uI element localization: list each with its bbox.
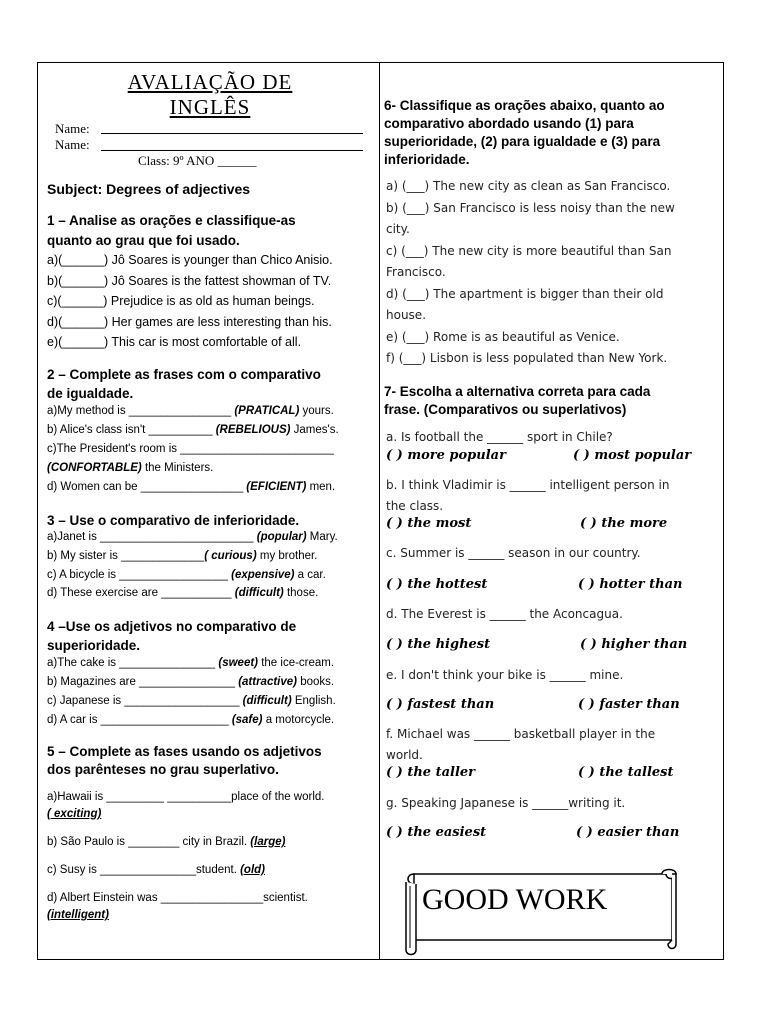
q7-b-2: the class.: [386, 499, 444, 513]
q7-g: g. Speaking Japanese is ______writing it.: [386, 796, 626, 810]
q7-d-option-1[interactable]: ( ) the highest: [386, 637, 491, 652]
section1-item-a: a)(______) Jô Soares is younger than Chico Anisio.: [47, 253, 333, 267]
section4-item-d: d) A car is ____________________ (safe) a motorcycle.: [47, 714, 335, 726]
q7-e: e. I don't think your bike is ______ mine.: [386, 668, 624, 682]
section1-heading-2: quanto ao grau que foi usado.: [47, 233, 240, 248]
section1-item-e: e)(______) This car is most comfortable of all.: [47, 335, 302, 349]
section2-heading-2: de igualdade.: [47, 386, 134, 401]
q7-d: d. The Everest is ______ the Aconcagua.: [386, 607, 623, 621]
name-field-2[interactable]: [101, 150, 363, 151]
section3-item-b: b) My sister is _____________( curious) my brother.: [47, 550, 318, 562]
name-label-2: Name:: [55, 137, 90, 152]
page-title-line1: AVALIAÇÃO DE: [127, 70, 293, 94]
section6-item-d-2: house.: [386, 308, 427, 322]
section5-item-a-word: ( exciting): [47, 808, 102, 820]
name-label-1: Name:: [55, 121, 90, 136]
good-work-banner-text: GOOD WORK: [422, 883, 608, 916]
q7-e-option-1[interactable]: ( ) fastest than: [386, 697, 495, 712]
section5-heading-2: dos parênteses no grau superlativo.: [47, 762, 279, 777]
page-title-line2: INGLÊS: [169, 95, 251, 119]
section5-item-c: c) Susy is _______________student. (old): [47, 864, 265, 876]
q7-a-option-2[interactable]: ( ) most popular: [573, 448, 692, 463]
q7-b-1: b. I think Vladimir is ______ intelligent person in: [386, 478, 670, 492]
section3-item-d: d) These exercise are ___________ (difficult) those.: [47, 587, 319, 599]
name-field-1[interactable]: [101, 133, 363, 134]
section4-item-b: b) Magazines are _______________ (attractive) books.: [47, 676, 335, 688]
section6-item-c-2: Francisco.: [386, 265, 446, 279]
subject-line: Subject: Degrees of adjectives: [47, 181, 251, 197]
section6-item-e: e) (___) Rome is as beautiful as Venice.: [386, 330, 620, 344]
q7-b-option-1[interactable]: ( ) the most: [386, 516, 472, 531]
section2-item-b: b) Alice's class isn't __________ (REBELIOUS) James's.: [47, 424, 339, 436]
section3-item-c: c) A bicycle is _________________ (expensive) a car.: [47, 569, 326, 581]
section2-heading-1: 2 – Complete as frases com o comparativo: [47, 367, 321, 382]
section1-item-b: b)(______) Jô Soares is the fattest showman of TV.: [47, 274, 332, 288]
section4-item-a: a)The cake is _______________ (sweet) the ice-cream.: [47, 657, 335, 669]
section6-heading-2: comparativo abordado usando (1) para: [384, 116, 634, 131]
section6-heading-4: inferioridade.: [384, 152, 470, 167]
section4-heading-2: superioridade.: [47, 638, 141, 653]
q7-c-option-1[interactable]: ( ) the hottest: [386, 577, 488, 592]
section1-heading-1: 1 – Analise as orações e classifique-as: [47, 213, 296, 228]
section6-item-b-2: city.: [386, 222, 410, 236]
section1-item-d: d)(______) Her games are less interesting than his.: [47, 315, 332, 329]
section6-heading-1: 6- Classifique as orações abaixo, quanto ao: [384, 98, 665, 113]
section6-item-c-1: c) (___) The new city is more beautiful than San: [386, 244, 672, 258]
section6-item-b-1: b) (___) San Francisco is less noisy than the new: [386, 201, 675, 215]
section5-heading-1: 5 – Complete as fases usando os adjetivos: [47, 744, 322, 759]
q7-f-option-2[interactable]: ( ) the tallest: [578, 765, 674, 780]
q7-f-2: world.: [386, 748, 423, 762]
q7-f-option-1[interactable]: ( ) the taller: [386, 765, 476, 780]
section5-item-b: b) São Paulo is ________ city in Brazil. (large): [47, 836, 286, 848]
section6-item-d-1: d) (___) The apartment is bigger than their old: [386, 287, 664, 301]
section5-item-d-word: (intelligent): [47, 909, 109, 921]
section1-item-c: c)(______) Prejudice is as old as human beings.: [47, 294, 315, 308]
q7-g-option-2[interactable]: ( ) easier than: [576, 825, 680, 840]
section7-heading-2: frase. (Comparativos ou superlativos): [384, 402, 627, 417]
section5-item-d: d) Albert Einstein was ________________scientist.: [47, 892, 308, 904]
class-label: Class: 9º ANO ______: [138, 153, 257, 168]
section2-item-a: a)My method is ________________ (PRATICAL) yours.: [47, 405, 334, 417]
section3-item-a: a)Janet is ________________________ (popular) Mary.: [47, 531, 338, 543]
q7-c-option-2[interactable]: ( ) hotter than: [578, 577, 683, 592]
section2-item-c-line1: c)The President's room is ________________________: [47, 443, 334, 455]
section6-item-f: f) (___) Lisbon is less populated than New York.: [386, 351, 668, 365]
q7-b-option-2[interactable]: ( ) the more: [580, 516, 668, 531]
column-divider: [379, 62, 380, 960]
q7-g-option-1[interactable]: ( ) the easiest: [386, 825, 487, 840]
section2-item-d: d) Women can be ________________ (EFICIENT) men.: [47, 481, 336, 493]
q7-a-option-1[interactable]: ( ) more popular: [386, 448, 506, 463]
q7-d-option-2[interactable]: ( ) higher than: [580, 637, 688, 652]
q7-c: c. Summer is ______ season in our country.: [386, 546, 641, 560]
section2-item-c-line2: (CONFORTABLE) the Ministers.: [47, 462, 214, 474]
section3-heading: 3 – Use o comparativo de inferioridade.: [47, 513, 300, 528]
q7-f-1: f. Michael was ______ basketball player in the: [386, 727, 656, 741]
q7-a: a. Is football the ______ sport in Chile?: [386, 430, 613, 444]
q7-e-option-2[interactable]: ( ) faster than: [578, 697, 680, 712]
section4-item-c: c) Japanese is __________________ (difficult) English.: [47, 695, 336, 707]
section6-item-a: a) (___) The new city as clean as San Francisco.: [386, 179, 671, 193]
section7-heading-1: 7- Escolha a alternativa correta para cada: [384, 384, 651, 399]
section4-heading-1: 4 –Use os adjetivos no comparativo de: [47, 619, 297, 634]
section6-heading-3: superioridade, (2) para igualdade e (3) para: [384, 134, 661, 149]
section5-item-a: a)Hawaii is _________ __________place of the world.: [47, 791, 325, 803]
